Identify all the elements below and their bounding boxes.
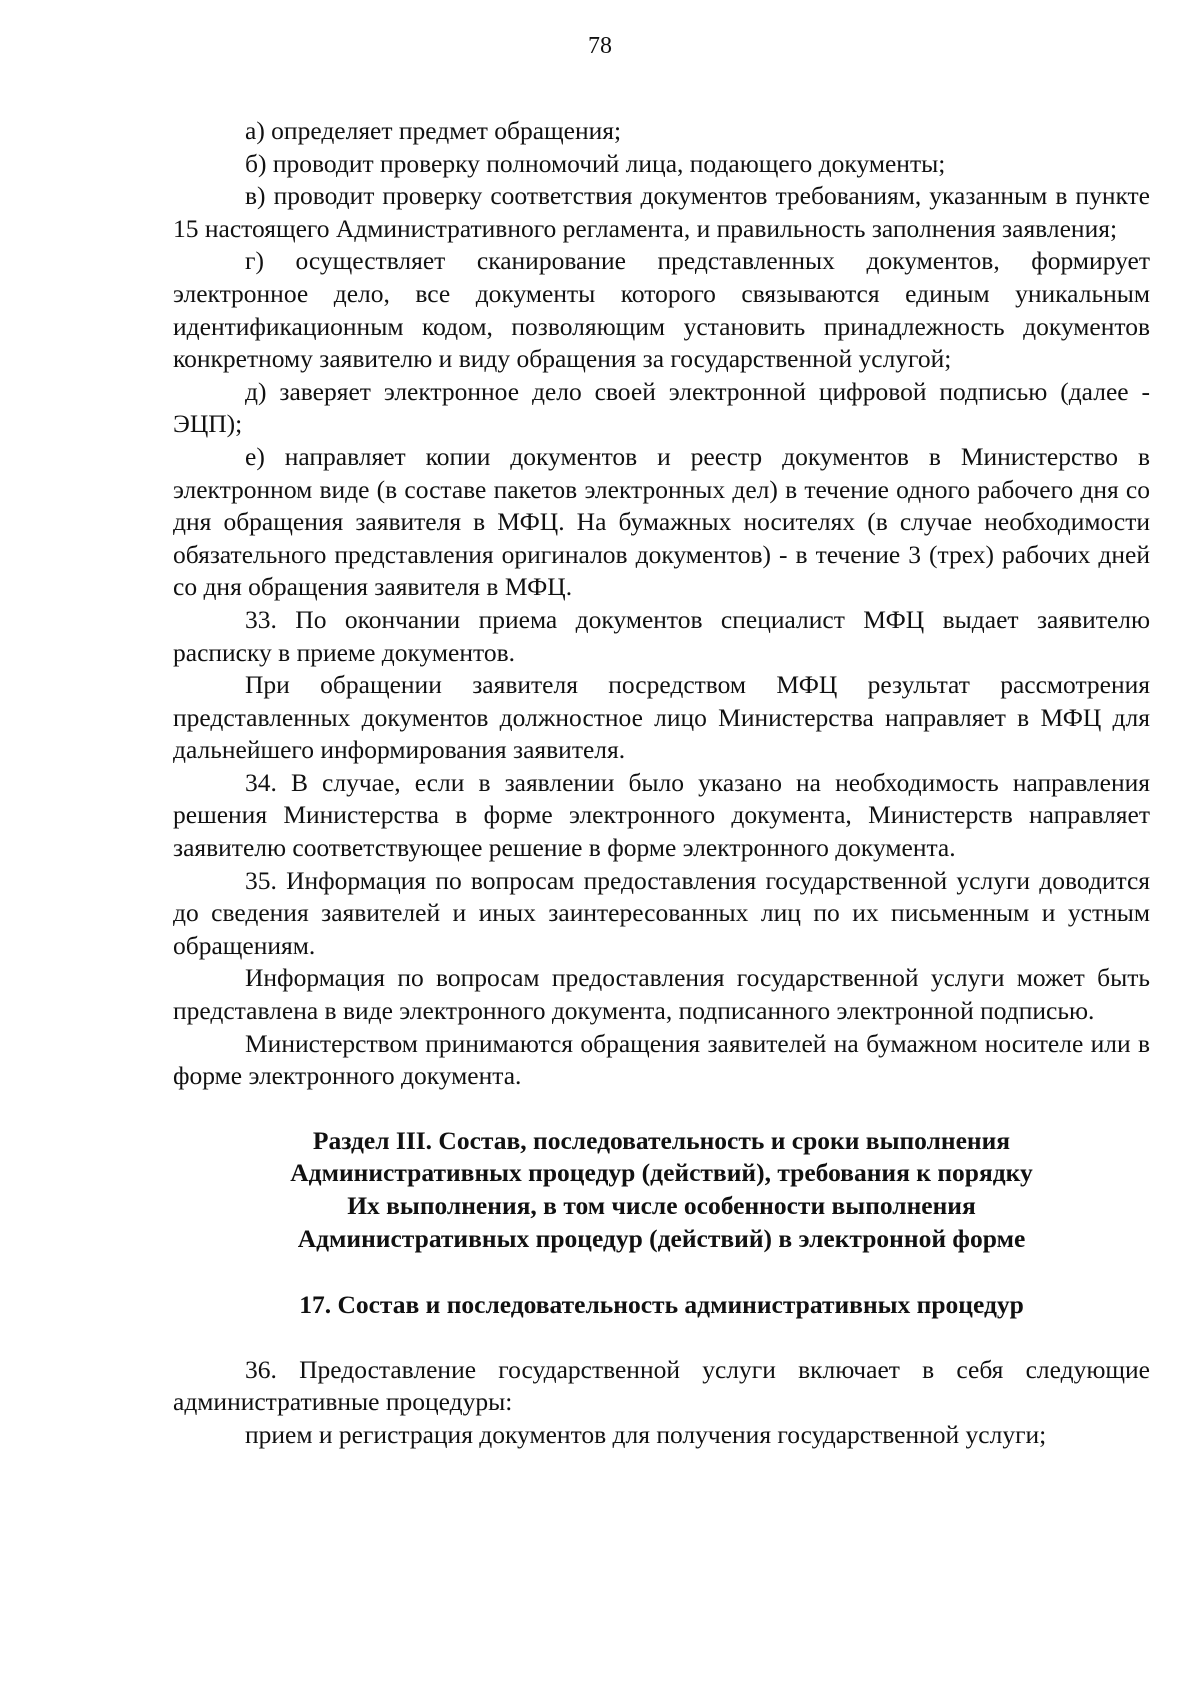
subsection-heading: 17. Состав и последовательность административных процедур (299, 1290, 1024, 1320)
section-heading-line: Их выполнения, в том числе особенности выполнения (347, 1191, 976, 1220)
paragraph-g: г) осуществляет сканирование представленных документов, формирует электронное дело, все документы которого связываются единым уникальным идентификационным кодом, позволяющим установить принадлежность документов конкретному заявителю и виду обращения за государственной услугой; (173, 246, 1150, 374)
page-number: 78 (588, 33, 612, 59)
paragraph-36-item: прием и регистрация документов для получения государственной услуги; (245, 1419, 1047, 1449)
paragraph-a: а) определяет предмет обращения; (245, 116, 622, 145)
section-heading (173, 1125, 1150, 1255)
paragraph-35-cont-2: Министерством принимаются обращения заявителей на бумажном носителе или в форме электронного документа. (173, 1028, 1150, 1091)
paragraph-35: 35. Информация по вопросам предоставления государственной услуги доводится до сведения заявителей и иных заинтересованных лиц по их письменным и устным обращениям. (173, 865, 1150, 960)
paragraph-33-cont: При обращении заявителя посредством МФЦ результат рассмотрения представленных документов должностное лицо Министерства направляет в МФЦ для дальнейшего информирования заявителя. (173, 670, 1150, 765)
section-heading-line: Административных процедур (действий), требования к порядку (290, 1158, 1033, 1188)
section-heading-line: Административных процедур (действий) в электронной форме (297, 1223, 1026, 1253)
paragraph-33: 33. По окончании приема документов специалист МФЦ выдает заявителю расписку в приеме документов. (173, 604, 1150, 667)
paragraph-36: 36. Предоставление государственной услуги включает в себя следующие административные процедуры: (173, 1354, 1150, 1417)
section-heading-line: Раздел III. Состав, последовательность и сроки выполнения (312, 1125, 1011, 1155)
paragraph-35-cont: Информация по вопросам предоставления государственной услуги может быть представлена в виде электронного документа, подписанного электронной подписью. (173, 963, 1150, 1026)
paragraph-e: е) направляет копии документов и реестр документов в Министерство в электронном виде (в составе пакетов электронных дел) в течение одного рабочего дня со дня обращения заявителя в МФЦ. На бумажных носителях (в случае необходимости обязательного представления оригиналов документов) - в течение 3 (трех) рабочих дней со дня обращения заявителя в МФЦ. (173, 441, 1150, 602)
paragraph-b: б) проводит проверку полномочий лица, подающего документы; (245, 148, 946, 178)
document-body (173, 115, 1150, 1452)
paragraph-d: д) заверяет электронное дело своей электронной цифровой подписью (далее - ЭЦП); (173, 376, 1150, 439)
paragraph-34: 34. В случае, если в заявлении было указано на необходимость направления решения Министерства в форме электронного документа, Министерств направляет заявителю соответствующее решение в форме электронного документа. (173, 767, 1150, 863)
paragraph-v: в) проводит проверку соответствия документов требованиям, указанным в пункте 15 настоящего Административного регламента, и правильность заполнения заявления; (173, 181, 1150, 243)
